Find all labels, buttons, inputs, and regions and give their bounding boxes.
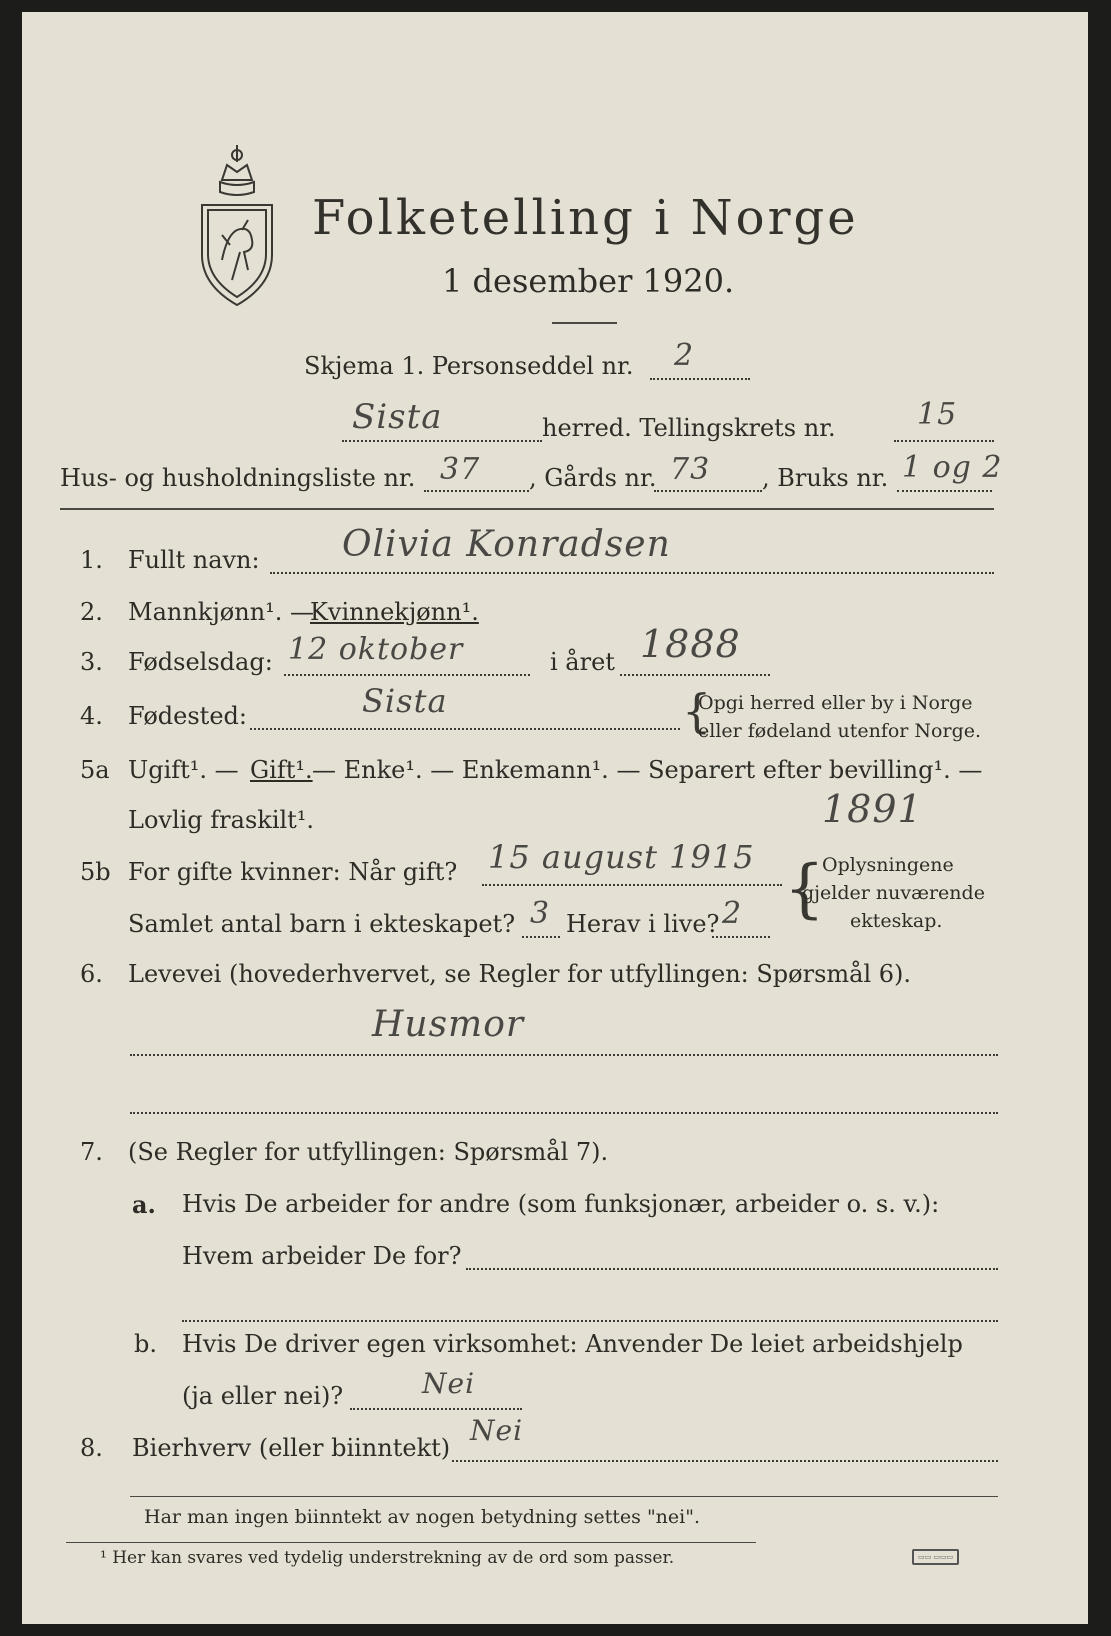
q4-note-line2: eller fødeland utenfor Norge. — [698, 720, 982, 742]
bruks-label: , Bruks nr. — [762, 464, 889, 492]
q6-label: Levevei (hovederhvervet, se Regler for utfyllingen: Spørsmål 6). — [128, 960, 912, 988]
q4-label: Fødested: — [128, 702, 247, 730]
q6-number: 6. — [80, 960, 103, 988]
q3-label: Fødselsdag: — [128, 648, 273, 676]
q7b-yesno-label: (ja eller nei)? — [182, 1382, 344, 1410]
q7-number: 7. — [80, 1138, 103, 1166]
q1-answer: Olivia Konradsen — [342, 524, 671, 565]
q2-label-female-underlined: Kvinnekjønn¹. — [310, 598, 479, 626]
q5a-rest: — Enke¹. — Enkemann¹. — Separert efter bevilling¹. — — [312, 756, 983, 784]
gards-label: , Gårds nr. — [529, 464, 657, 492]
q5a-fraskilt: Lovlig fraskilt¹. — [128, 806, 315, 834]
q7-label: (Se Regler for utfyllingen: Spørsmål 7). — [128, 1138, 609, 1166]
q5b-children-answer: 3 — [530, 896, 551, 931]
q5b-alive-label: Herav i live? — [566, 910, 720, 938]
q5b-note-line2: gjelder nuværende — [802, 882, 985, 904]
husholdning-number: 37 — [440, 452, 481, 487]
q3-year-answer: 1888 — [640, 622, 741, 666]
q4-number: 4. — [80, 702, 103, 730]
q5b-number: 5b — [80, 858, 111, 886]
q2-number: 2. — [80, 598, 103, 626]
q5b-children-label: Samlet antal barn i ekteskapet? — [128, 910, 516, 938]
q3-date-answer: 12 oktober — [288, 632, 464, 667]
bruks-number: 1 og 2 — [902, 450, 1003, 485]
husholdning-label: Hus- og husholdningsliste nr. — [60, 464, 416, 492]
q5b-note-line1: Oplysningene — [822, 854, 954, 876]
q8-label: Bierhverv (eller biinntekt) — [132, 1434, 451, 1462]
q7b-label: Hvis De driver egen virksomhet: Anvender De leiet arbeidshjelp — [182, 1330, 963, 1358]
q7b-answer: Nei — [422, 1367, 476, 1400]
q5a-margin-year: 1891 — [822, 787, 923, 831]
q7b-letter: b. — [134, 1330, 157, 1358]
q5b-alive-answer: 2 — [722, 896, 743, 931]
income-note: Har man ingen biinntekt av nogen betydning settes "nei". — [144, 1506, 701, 1528]
q5b-note-line3: ekteskap. — [850, 910, 943, 932]
footnote: ¹ Her kan svares ved tydelig understrekning av de ord som passer. — [100, 1548, 675, 1568]
printer-stamp: ▭▭ ▭▭▭ — [912, 1549, 959, 1565]
q1-label: Fullt navn: — [128, 546, 260, 574]
q5a-number: 5a — [80, 756, 110, 784]
herred-label: herred. Tellingskrets nr. — [542, 414, 836, 442]
q5a-gift-underlined: Gift¹. — [250, 756, 313, 784]
census-form: Folketelling i Norge 1 desember 1920. Skjema 1. Personseddel nr. 2 Sista herred. Tellingskrets nr. 15 Hus- og husholdningsliste nr. 37 , Gårds nr. 73 , Bruks nr. 1 og 2 1. Fullt navn: Olivia Konradsen 2. Mannkjønn¹. — Kvinnekjønn¹. 3. Fødselsdag: 12 oktober i året 1888 4. Fødested: Sista { Opgi herred eller by i Norge eller fødeland utenfor Norge. 5a Ugift¹. — Gift¹. — Enke¹. — Enkemann¹. — Separert efter bevilling¹. — Lovlig fraskilt¹. 1891 5b For gifte kvinner: Når gift? 15 august 1915 Samlet antal barn i ekteskapet? 3 Herav i live? 2 { Oplysningene gjelder nuværende ekteskap. 6. Levevei (hovederhvervet, se Regler for utfyllingen: Spørsmål 6). Husmor 7. (Se Regler for utfyllingen: Spørsmål 7). a. Hvis De arbeider for andre (som funksjonær, arbeider o. s. v.): Hvem arbeider De for? b. Hvis De driver egen virksomhet: Anvender De leiet arbeidshjelp (ja eller nei)? Nei 8. Bierhverv (eller biinntekt) Nei Har man ingen biinntekt av nogen betydning settes "nei". ¹ Her kan svares ved tydelig understrekning av de ord som passer. ▭▭ ▭▭▭ — [22, 12, 1088, 1624]
herred-value: Sista — [352, 397, 443, 437]
q7a-who-label: Hvem arbeider De for? — [182, 1242, 462, 1270]
q3-year-label: i året — [550, 648, 615, 676]
q7a-label: Hvis De arbeider for andre (som funksjonær, arbeider o. s. v.): — [182, 1190, 940, 1218]
q7a-letter: a. — [132, 1190, 156, 1219]
q8-answer: Nei — [470, 1414, 524, 1447]
title-divider — [552, 322, 617, 324]
q6-answer: Husmor — [372, 1004, 525, 1045]
q5b-label: For gifte kvinner: Når gift? — [128, 858, 458, 886]
q1-number: 1. — [80, 546, 103, 574]
q5b-married-answer: 15 august 1915 — [488, 838, 755, 876]
header-divider — [60, 508, 994, 510]
form-title: Folketelling i Norge — [312, 190, 859, 246]
personseddel-number: 2 — [674, 338, 695, 373]
norwegian-coat-of-arms-icon — [182, 140, 292, 310]
schema-label: Skjema 1. Personseddel nr. — [304, 352, 634, 380]
q3-number: 3. — [80, 648, 103, 676]
q8-number: 8. — [80, 1434, 103, 1462]
gards-number: 73 — [670, 452, 711, 487]
q4-note-line1: Opgi herred eller by i Norge — [698, 692, 973, 714]
q4-answer: Sista — [362, 682, 448, 720]
form-date: 1 desember 1920. — [442, 262, 735, 300]
q2-label-male: Mannkjønn¹. — — [128, 598, 315, 626]
q5a-ugift: Ugift¹. — — [128, 756, 239, 784]
tellingskrets-number: 15 — [917, 397, 958, 432]
